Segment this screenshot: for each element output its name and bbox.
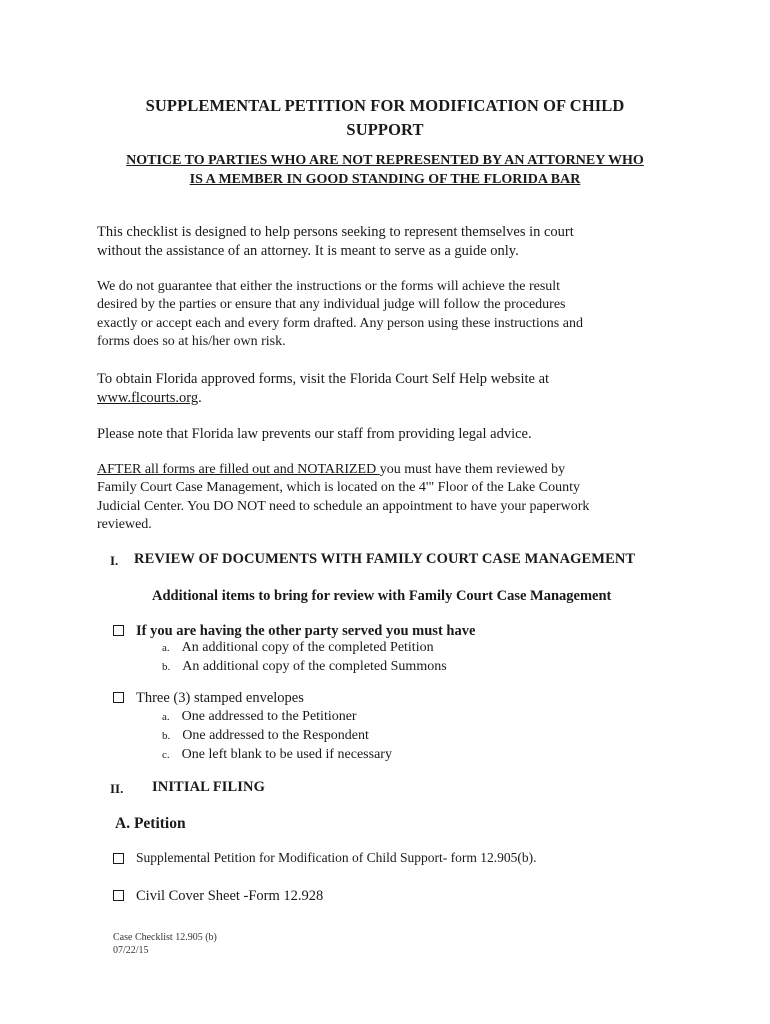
flcourts-link[interactable]: www.flcourts.org [97,389,199,406]
item-2-label: Three (3) stamped envelopes [136,690,304,706]
after-paragraph [97,461,657,534]
list-item-text: One left blank to be used if necessary [181,747,392,762]
list-item-text: One addressed to the Petitioner [181,709,357,724]
notice-line-2: IS A MEMBER IN GOOD STANDING OF THE FLORIDA BAR [189,172,581,187]
list-item [162,726,392,745]
list-item-text: An additional copy of the completed Petition [181,640,434,655]
list-item-letter: c. [162,749,170,761]
item-2-sublist [162,707,392,764]
item-1-sublist [162,638,447,676]
section-1-number: I. [110,553,119,568]
list-item-text: One addressed to the Respondent [182,728,369,743]
list-item-text: An additional copy of the completed Summons [182,659,447,674]
section-2-subhead: A. Petition [115,815,186,832]
section-2-title: INITIAL FILING [152,779,266,795]
after-line-4: reviewed. [97,516,152,532]
list-item-letter: a. [162,642,170,654]
title-line-1: SUPPLEMENTAL PETITION FOR MODIFICATION OF CHILD [145,96,625,115]
forms-paragraph [97,370,657,407]
intro-line-1: This checklist is designed to help persons seeking to represent themselves in court [97,224,574,240]
list-item [162,745,392,764]
after-rest: you must have them reviewed by [379,462,566,477]
section-1-subhead: Additional items to bring for review with Family Court Case Management [152,588,612,604]
footer [113,931,217,957]
document-title [100,94,670,142]
list-item [162,638,447,657]
disclaimer-line-4: forms does so at his/her own risk. [97,333,286,349]
checkbox-icon[interactable] [113,692,124,703]
list-item-letter: b. [162,730,171,742]
item-4-label: Civil Cover Sheet -Form 12.928 [136,888,324,904]
footer-line-2: 07/22/15 [113,945,149,956]
list-item [162,707,392,726]
disclaimer-line-2: desired by the parties or ensure that any individual judge will follow the procedures [97,297,566,313]
checkbox-icon[interactable] [113,625,124,636]
disclaimer-paragraph [97,278,667,351]
footer-line-1: Case Checklist 12.905 (b) [113,932,217,943]
list-item-letter: b. [162,661,171,673]
checkbox-icon[interactable] [113,890,124,901]
disclaimer-line-3: exactly or accept each and every form drafted. Any person using these instructions and [97,315,583,331]
item-3-label: Supplemental Petition for Modification of Child Support- form 12.905(b). [136,850,537,865]
checkbox-icon[interactable] [113,853,124,864]
after-underlined: AFTER all forms are filled out and NOTARIZED [97,462,380,477]
legal-note: Please note that Florida law prevents our staff from providing legal advice. [97,426,532,442]
item-1-label: If you are having the other party served you must have [136,623,476,639]
disclaimer-line-1: We do not guarantee that either the instructions or the forms will achieve the result [97,279,561,294]
forms-period: . [198,389,202,406]
list-item [162,657,447,676]
after-line-2: Family Court Case Management, which is located on the 4'" Floor of the Lake County [97,480,580,496]
section-2-number: II. [110,781,124,796]
notice-heading [85,151,685,189]
intro-paragraph [97,223,657,260]
forms-line-1: To obtain Florida approved forms, visit the Florida Court Self Help website at [97,371,550,387]
section-1-title: REVIEW OF DOCUMENTS WITH FAMILY COURT CASE MANAGEMENT [134,551,636,567]
after-line-3: Judicial Center. You DO NOT need to schedule an appointment to have your paperwork [97,498,590,514]
intro-line-2: without the assistance of an attorney. It is meant to serve as a guide only. [97,242,519,259]
title-line-2: SUPPORT [346,120,424,139]
notice-line-1: NOTICE TO PARTIES WHO ARE NOT REPRESENTED BY AN ATTORNEY WHO [126,153,644,168]
list-item-letter: a. [162,711,170,723]
